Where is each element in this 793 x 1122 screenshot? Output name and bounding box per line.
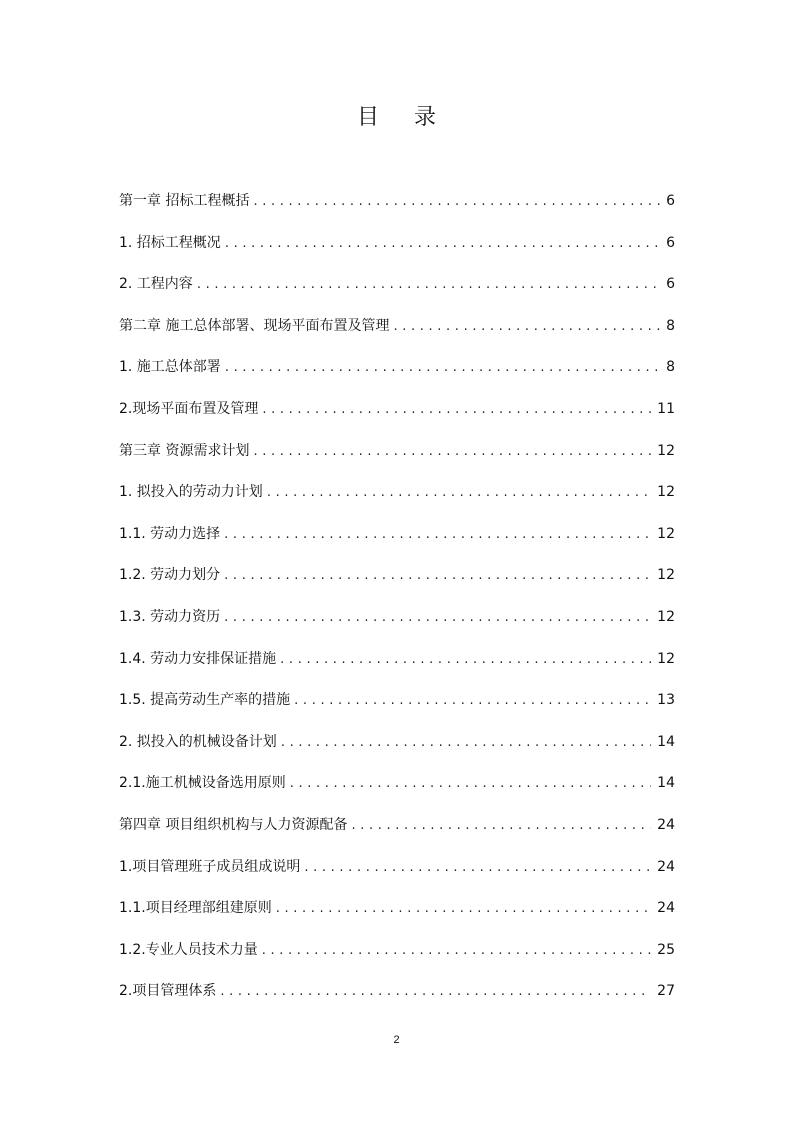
toc-entry-label: 第三章 资源需求计划 <box>119 442 250 459</box>
toc-dot-leader <box>294 686 651 716</box>
toc-dot-leader <box>393 312 660 342</box>
toc-entry[interactable] <box>119 852 675 894</box>
page-number: 2 <box>393 1034 400 1046</box>
toc-entry-page: 14 <box>657 775 675 792</box>
toc-entry-page: 27 <box>657 983 675 1000</box>
toc-dot-leader <box>224 561 651 591</box>
toc-dot-leader <box>225 229 660 259</box>
toc-entry-page: 6 <box>666 234 675 251</box>
toc-entry-page: 11 <box>657 400 675 417</box>
toc-dot-leader <box>253 187 660 217</box>
toc-dot-leader <box>351 811 651 841</box>
toc-dot-leader <box>281 728 651 758</box>
toc-entry-page: 14 <box>657 733 675 750</box>
toc-dot-leader <box>220 977 651 1007</box>
toc-entry-label: 2. 工程内容 <box>119 276 193 293</box>
toc-entry[interactable] <box>119 519 675 561</box>
toc-entry-label: 1.2.专业人员技术力量 <box>119 941 258 958</box>
toc-entry-label: 第二章 施工总体部署、现场平面布置及管理 <box>119 317 390 334</box>
toc-entry[interactable] <box>119 685 675 727</box>
toc-entry-page: 13 <box>657 692 675 709</box>
toc-entry-label: 1. 施工总体部署 <box>119 359 221 376</box>
toc-entry-label: 1. 拟投入的劳动力计划 <box>119 484 263 501</box>
toc-dot-leader <box>267 478 651 508</box>
toc-entry[interactable] <box>119 477 675 519</box>
toc-entry-label: 第一章 招标工程概括 <box>119 193 250 209</box>
toc-dot-leader <box>253 437 651 467</box>
toc-dot-leader <box>224 603 651 633</box>
table-of-contents <box>119 186 675 1018</box>
toc-dot-leader <box>276 894 651 924</box>
toc-entry[interactable] <box>119 186 675 228</box>
toc-entry[interactable] <box>119 602 675 644</box>
toc-entry[interactable] <box>119 560 675 602</box>
toc-dot-leader <box>290 769 651 799</box>
toc-entry-page: 12 <box>657 567 675 584</box>
toc-entry[interactable] <box>119 976 675 1018</box>
toc-entry-label: 2.现场平面布置及管理 <box>119 400 259 417</box>
toc-entry[interactable] <box>119 436 675 478</box>
toc-entry-page: 25 <box>657 941 675 958</box>
toc-entry-label: 2.项目管理体系 <box>119 983 217 1000</box>
toc-entry-label: 1.4. 劳动力安排保证措施 <box>119 650 277 667</box>
toc-entry-page: 12 <box>657 442 675 459</box>
toc-entry-label: 1.1. 劳动力选择 <box>119 525 221 542</box>
toc-entry-page: 12 <box>657 484 675 501</box>
toc-entry[interactable] <box>119 228 675 270</box>
toc-entry-label: 第四章 项目组织机构与人力资源配备 <box>119 816 348 833</box>
toc-entry[interactable] <box>119 352 675 394</box>
toc-entry[interactable] <box>119 810 675 852</box>
toc-entry-page: 12 <box>657 608 675 625</box>
toc-entry-label: 2.1.施工机械设备选用原则 <box>119 775 286 792</box>
toc-entry[interactable] <box>119 644 675 686</box>
toc-entry[interactable] <box>119 768 675 810</box>
toc-entry-page: 8 <box>666 317 675 334</box>
toc-dot-leader <box>225 353 660 383</box>
toc-dot-leader <box>304 853 651 883</box>
toc-entry-page: 12 <box>657 525 675 542</box>
toc-entry[interactable] <box>119 311 675 353</box>
toc-entry-page: 6 <box>666 276 675 293</box>
toc-entry-label: 2. 拟投入的机械设备计划 <box>119 733 277 750</box>
toc-entry[interactable] <box>119 269 675 311</box>
toc-dot-leader <box>262 395 651 425</box>
toc-entry-page: 24 <box>657 900 675 917</box>
toc-entry-label: 1. 招标工程概况 <box>119 234 221 251</box>
toc-entry[interactable] <box>119 394 675 436</box>
toc-entry[interactable] <box>119 935 675 977</box>
toc-entry-label: 1.1.项目经理部组建原则 <box>119 900 272 917</box>
toc-entry-page: 12 <box>657 650 675 667</box>
toc-entry-label: 1.项目管理班子成员组成说明 <box>119 858 301 875</box>
toc-dot-leader <box>197 270 660 300</box>
toc-entry-page: 24 <box>657 816 675 833</box>
toc-entry[interactable] <box>119 893 675 935</box>
toc-dot-leader <box>224 520 651 550</box>
toc-dot-leader <box>262 936 651 966</box>
toc-title: 目 录 <box>357 105 450 130</box>
toc-entry-label: 1.3. 劳动力资历 <box>119 608 221 625</box>
toc-entry-page: 24 <box>657 858 675 875</box>
toc-dot-leader <box>280 645 651 675</box>
toc-entry-label: 1.2. 劳动力划分 <box>119 567 221 584</box>
toc-entry-label: 1.5. 提高劳动生产率的措施 <box>119 692 291 709</box>
toc-entry-page: 8 <box>666 359 675 376</box>
toc-entry[interactable] <box>119 727 675 769</box>
toc-entry-page: 6 <box>666 193 675 209</box>
